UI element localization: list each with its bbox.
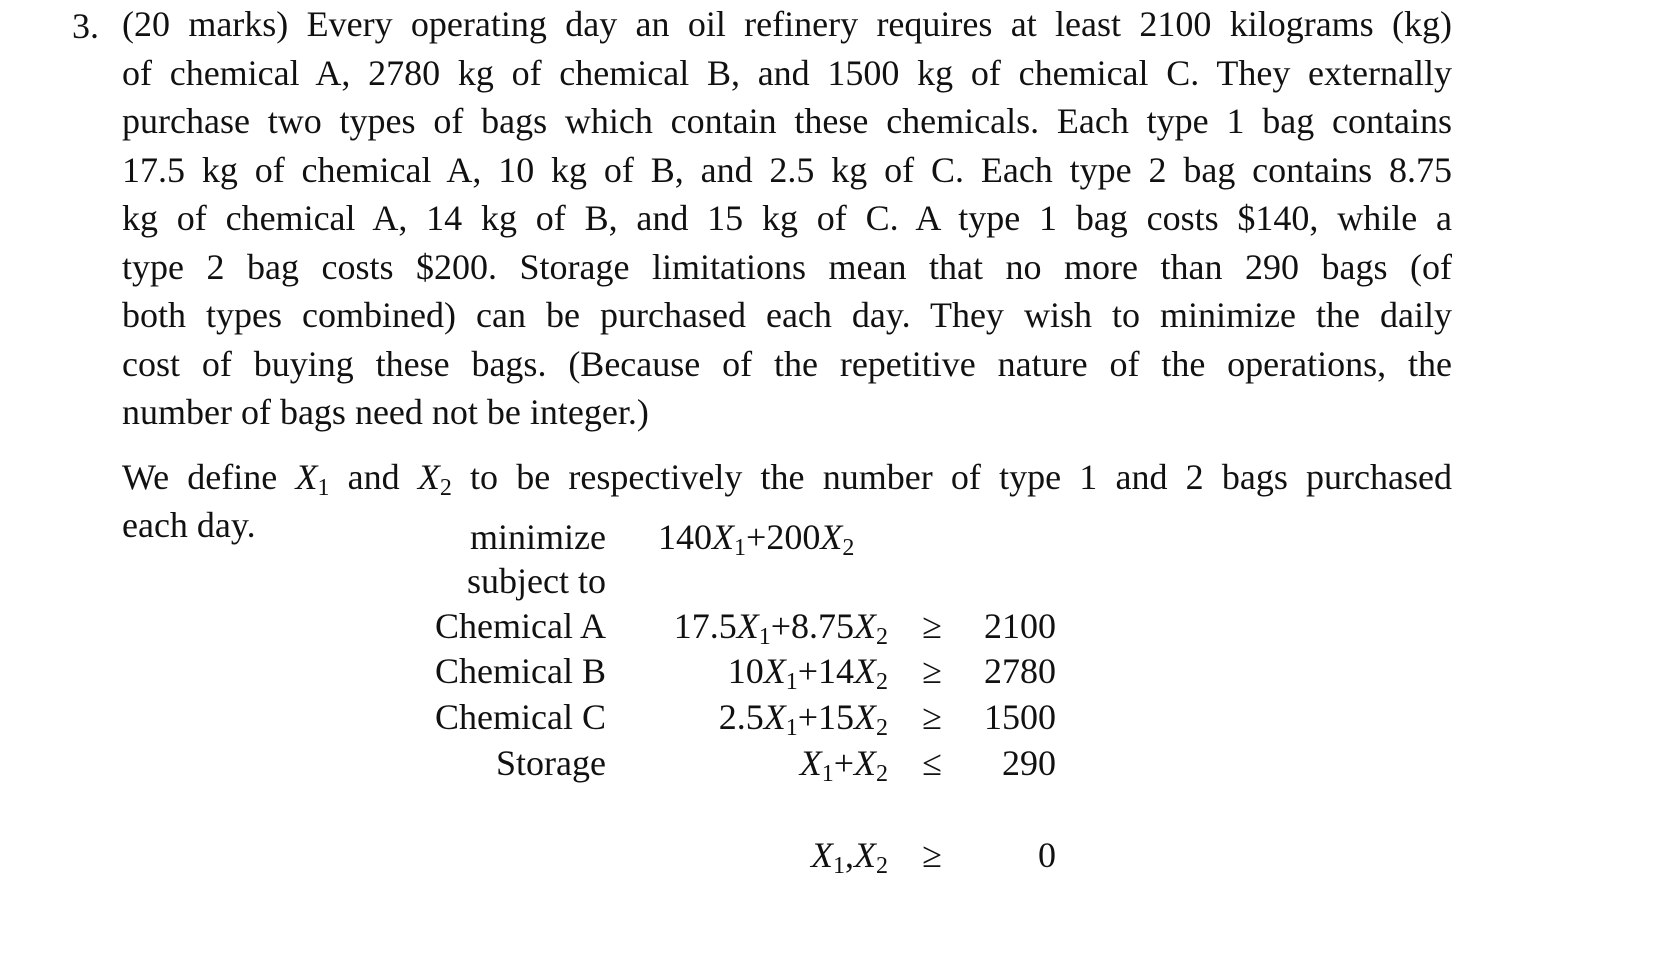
constraint-label-chemical-a: Chemical A	[435, 606, 606, 646]
constraint-rhs-chemical-a: 2100	[984, 606, 1056, 646]
statement-line: purchase two types of bags which contain these chemicals. Each type 1 bag contains	[122, 101, 1452, 141]
constraint-relation-storage: ≤	[922, 743, 942, 783]
constraint-label-storage: Storage	[496, 743, 606, 783]
constraint-relation-chemical-b: ≥	[922, 651, 942, 691]
objective-expression: $140X_1+200X_2$	[658, 517, 855, 561]
constraint-rhs-storage: 290	[1002, 743, 1056, 783]
problem-3	[72, 0, 1452, 550]
statement-line: kg of chemical A, 14 kg of B, and 15 kg of C. A type 1 bag costs $140, while a	[122, 198, 1452, 238]
definition-line-2: each day.	[122, 505, 256, 545]
constraint-rhs-chemical-c: 1500	[984, 697, 1056, 737]
constraint-expression-chemical-c: $2.5X_1+15X_2$	[718, 697, 888, 741]
definition-line-1: We define $X_1$ and $X_2$ to be respectively the number of type 1 and 2 bags purchased	[122, 456, 1452, 501]
statement-line: cost of buying these bags. (Because of the repetitive nature of the operations, the	[122, 343, 1452, 384]
nonnegativity-relation: ≥	[922, 835, 942, 875]
statement-line: both types combined) can be purchased each day. They wish to minimize the daily	[122, 295, 1452, 335]
statement-line: (20 marks) Every operating day an oil refinery requires at least 2100 kilograms (kg)	[122, 4, 1452, 44]
constraint-expression-chemical-a: $17.5X_1+8.75X_2$	[673, 606, 888, 650]
objective-label: minimize	[470, 517, 606, 557]
constraint-rhs-chemical-b: 2780	[984, 651, 1056, 691]
problem-statement	[122, 0, 1452, 437]
constraint-relation-chemical-a: ≥	[922, 606, 942, 646]
statement-line: 17.5 kg of chemical A, 10 kg of B, and 2.5 kg of C. Each type 2 bag contains 8.75	[122, 149, 1452, 190]
question-number: 3.	[72, 6, 99, 46]
nonnegativity-rhs: 0	[1038, 835, 1056, 875]
nonnegativity-expression: $X_1,X_2$	[811, 835, 888, 879]
constraint-expression-storage: $X_1+X_2$	[799, 743, 888, 787]
constraint-relation-chemical-c: ≥	[922, 697, 942, 737]
statement-line: type 2 bag costs $200. Storage limitations mean that no more than 290 bags (of	[122, 246, 1452, 287]
statement-line: of chemical A, 2780 kg of chemical B, and 1500 kg of chemical C. They externally	[122, 52, 1452, 93]
subject-to-label: subject to	[467, 561, 606, 601]
constraint-label-chemical-b: Chemical B	[435, 651, 606, 691]
statement-line: number of bags need not be integer.)	[122, 392, 649, 432]
constraint-label-chemical-c: Chemical C	[435, 697, 606, 737]
constraint-expression-chemical-b: $10X_1+14X_2$	[727, 651, 888, 695]
